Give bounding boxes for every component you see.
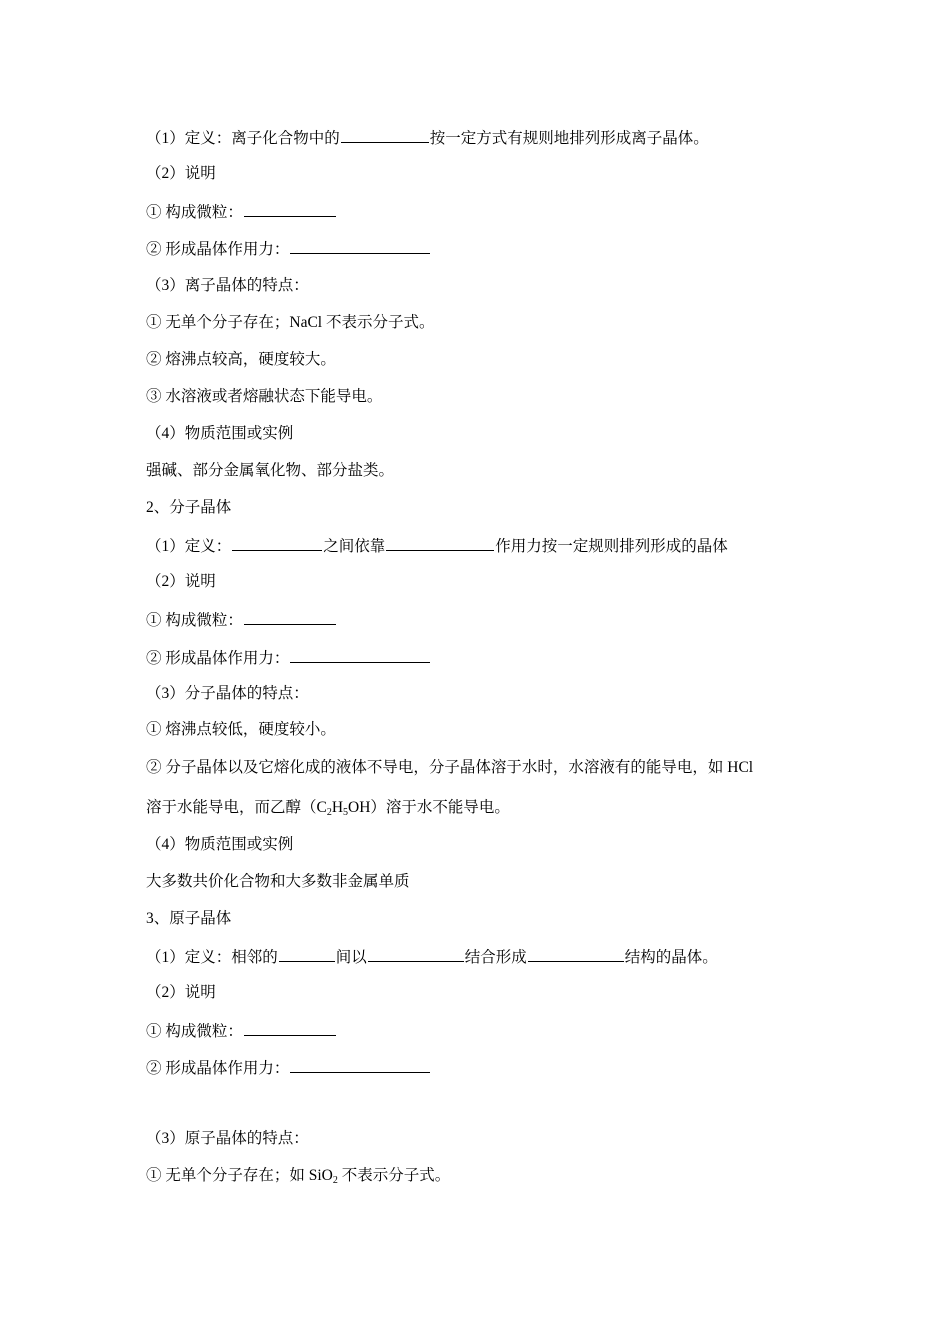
molecular-features-heading: （3）分子晶体的特点： — [146, 685, 309, 702]
fill-blank[interactable] — [341, 127, 429, 143]
atomic-explain-heading: （2）说明 — [146, 984, 216, 1001]
atomic-title: 3、原子晶体 — [146, 910, 232, 927]
atomic-features-heading: （3）原子晶体的特点： — [146, 1130, 309, 1147]
molecular-feature-1: ① 熔沸点较低，硬度较小。 — [146, 721, 336, 738]
fill-blank[interactable] — [528, 946, 624, 962]
fill-blank[interactable] — [244, 1020, 336, 1036]
ionic-definition: （1）定义：离子化合物中的 按一定方式有规则地排列形成离子晶体。 — [146, 127, 709, 149]
fill-blank[interactable] — [386, 535, 494, 551]
ionic-particles: ① 构成微粒： — [146, 201, 337, 223]
fill-blank[interactable] — [279, 946, 335, 962]
atomic-definition: （1）定义：相邻的 间以 结合形成 结构的晶体。 — [146, 946, 718, 968]
ionic-feature-2: ② 熔沸点较高，硬度较大。 — [146, 351, 336, 368]
fill-blank[interactable] — [232, 535, 322, 551]
molecular-explain-heading: （2）说明 — [146, 573, 216, 590]
ionic-explain-heading: （2）说明 — [146, 165, 216, 182]
molecular-particles: ① 构成微粒： — [146, 609, 337, 631]
ionic-force: ② 形成晶体作用力： — [146, 238, 431, 260]
molecular-feature-2-line2: 溶于水能导电，而乙醇$(C_2H_5OH)$溶于水不能导电。 — [146, 799, 510, 818]
ionic-features-heading: （3）离子晶体的特点： — [146, 277, 309, 294]
fill-blank[interactable] — [290, 238, 430, 254]
ionic-scope: 强碱、部分金属氧化物、部分盐类。 — [146, 462, 395, 479]
molecular-definition: （1）定义： 之间依靠 作用力按一定规则排列形成的晶体 — [146, 535, 728, 557]
fill-blank[interactable] — [290, 647, 430, 663]
molecular-scope-heading: （4）物质范围或实例 — [146, 836, 294, 853]
fill-blank[interactable] — [244, 201, 336, 217]
fill-blank[interactable] — [244, 609, 336, 625]
atomic-particles: ① 构成微粒： — [146, 1020, 337, 1042]
atomic-force: ② 形成晶体作用力： — [146, 1057, 431, 1079]
ionic-scope-heading: （4）物质范围或实例 — [146, 425, 294, 442]
molecular-force: ② 形成晶体作用力： — [146, 647, 431, 669]
ionic-feature-1: ① 无单个分子存在；NaCl 不表示分子式。 — [146, 314, 435, 331]
fill-blank[interactable] — [368, 946, 464, 962]
molecular-title: 2、分子晶体 — [146, 499, 232, 516]
ionic-feature-3: ③ 水溶液或者熔融状态下能导电。 — [146, 388, 383, 405]
atomic-feature-1: ① 无单个分子存在；如 SiO$_2$ 不表示分子式。 — [146, 1167, 451, 1186]
molecular-scope: 大多数共价化合物和大多数非金属单质 — [146, 873, 410, 890]
molecular-feature-2-line1: ② 分子晶体以及它熔化成的液体不导电，分子晶体溶于水时，水溶液有的能导电，如 HCl — [146, 759, 754, 776]
fill-blank[interactable] — [290, 1057, 430, 1073]
